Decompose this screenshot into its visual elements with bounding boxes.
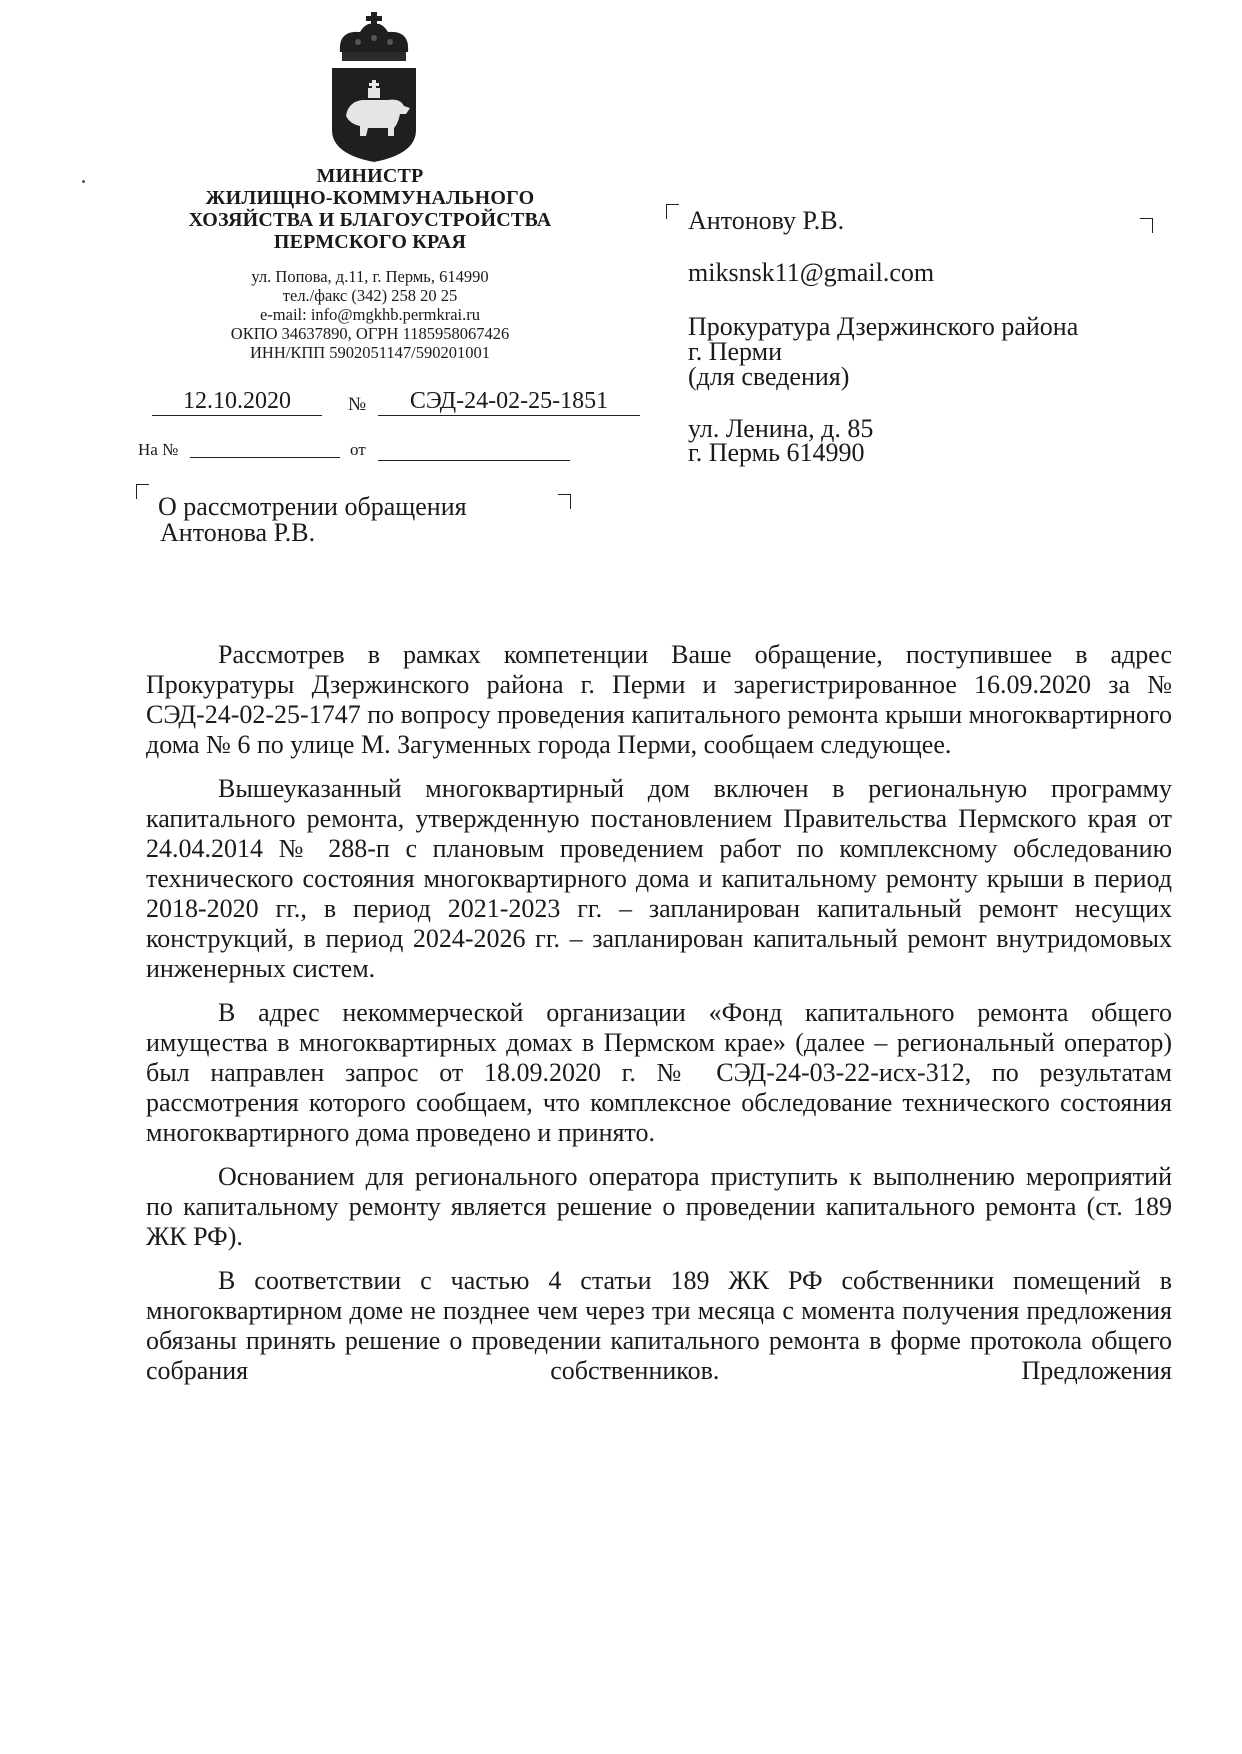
sender-phone: тел./факс (342) 258 20 25: [282, 286, 458, 305]
sender-address: ул. Попова, д.11, г. Пермь, 614990: [251, 267, 489, 286]
body-paragraph: В адрес некоммерческой организации «Фонд капитального ремонта общего имущества в многоквартирных домах в Пермском крае» (далее – региональный оператор) был направлен запрос от 18.09.2020 г. № СЭД-24-03-22-исх-312, по результатам рассмотрения которого сообщаем, что комплексное обследование технического состояния многоквартирного дома проведено и принято.: [146, 998, 1172, 1147]
document-date: 12.10.2020: [152, 388, 322, 416]
subject-line: Антонова Р.В.: [160, 518, 316, 547]
sender-title-line: ХОЗЯЙСТВА И БЛАГОУСТРОЙСТВА: [188, 209, 552, 231]
sender-title-line: ЖИЛИЩНО-КОММУНАЛЬНОГО: [205, 187, 535, 209]
subject-corner-right: [558, 494, 571, 509]
recipient-corner-left: [666, 204, 679, 219]
recipient-address-line: г. Пермь 614990: [688, 438, 865, 467]
ref-number-blank: [190, 457, 340, 458]
recipient-org-line: Прокуратура Дзержинского района: [688, 312, 1079, 341]
scan-speck: [82, 180, 85, 183]
recipient-email: miksnsk11@gmail.com: [688, 258, 935, 287]
body-paragraph: В соответствии с частью 4 статьи 189 ЖК РФ собственники помещений в многоквартирном доме не позднее чем через три месяца с момента получения предложения обязаны принять решение о проведении капитального ремонта в форме протокола общего собрания собственников. Предложения: [146, 1266, 1172, 1385]
recipient-corner-right: [1140, 218, 1153, 233]
body-paragraph: Вышеуказанный многоквартирный дом включен в региональную программу капитального ремонта, утвержденную постановлением Правительства Пермского края от 24.04.2014 № 288-п с плановым проведением работ по комплексному обследованию технического состояния многоквартирного дома и капитальному ремонту крыши в период 2018-2020 гг., в период 2021-2023 гг. – запланирован капитальный ремонт несущих конструкций, в период 2024-2026 гг. – запланирован капитальный ремонт внутридомовых инженерных систем.: [146, 774, 1172, 983]
sender-block: [120, 165, 620, 362]
body-paragraph: Рассмотрев в рамках компетенции Ваше обращение, поступившее в адрес Прокуратуры Дзержинского района г. Перми и зарегистрированное 16.09.2020 за № СЭД-24-02-25-1747 по вопросу проведения капитального ремонта крыши многоквартирного дома № 6 по улице М. Загуменных города Перми, сообщаем следующее.: [146, 640, 1172, 759]
body-paragraph: Основанием для регионального оператора приступить к выполнению мероприятий по капитальному ремонту является решение о проведении капитального ремонта (ст. 189 ЖК РФ).: [146, 1162, 1172, 1251]
document-number: СЭД-24-02-25-1851: [378, 388, 640, 416]
recipient-org-line: (для сведения): [688, 362, 850, 391]
recipient-address-line: ул. Ленина, д. 85: [688, 414, 874, 443]
recipient-org: [688, 314, 1078, 389]
subject-line: О рассмотрении обращения: [158, 492, 467, 521]
sender-title-line: МИНИСТР: [316, 165, 424, 187]
ref-from-label: от: [350, 440, 366, 459]
number-label: №: [348, 394, 367, 415]
recipient-block: [688, 204, 1078, 465]
letter-body: [146, 640, 1172, 1400]
sender-title-line: ПЕРМСКОГО КРАЯ: [273, 231, 467, 253]
recipient-address: [688, 414, 1078, 467]
sender-okpo: ОКПО 34637890, ОГРН 1185958067426: [230, 324, 510, 343]
ref-from-blank: [378, 460, 570, 461]
recipient-org-line: г. Перми: [688, 337, 783, 366]
subject-corner-left: [136, 484, 149, 499]
sender-email: e-mail: info@mgkhb.permkrai.ru: [259, 305, 480, 324]
sender-contacts: [120, 267, 620, 362]
sender-title: [120, 165, 620, 253]
ref-number-label: На №: [138, 440, 179, 459]
sender-inn: ИНН/КПП 5902051147/590201001: [249, 343, 490, 362]
letter-subject: [158, 494, 467, 546]
coat-of-arms-icon: [318, 12, 430, 164]
recipient-name: Антонову Р.В.: [688, 206, 845, 235]
